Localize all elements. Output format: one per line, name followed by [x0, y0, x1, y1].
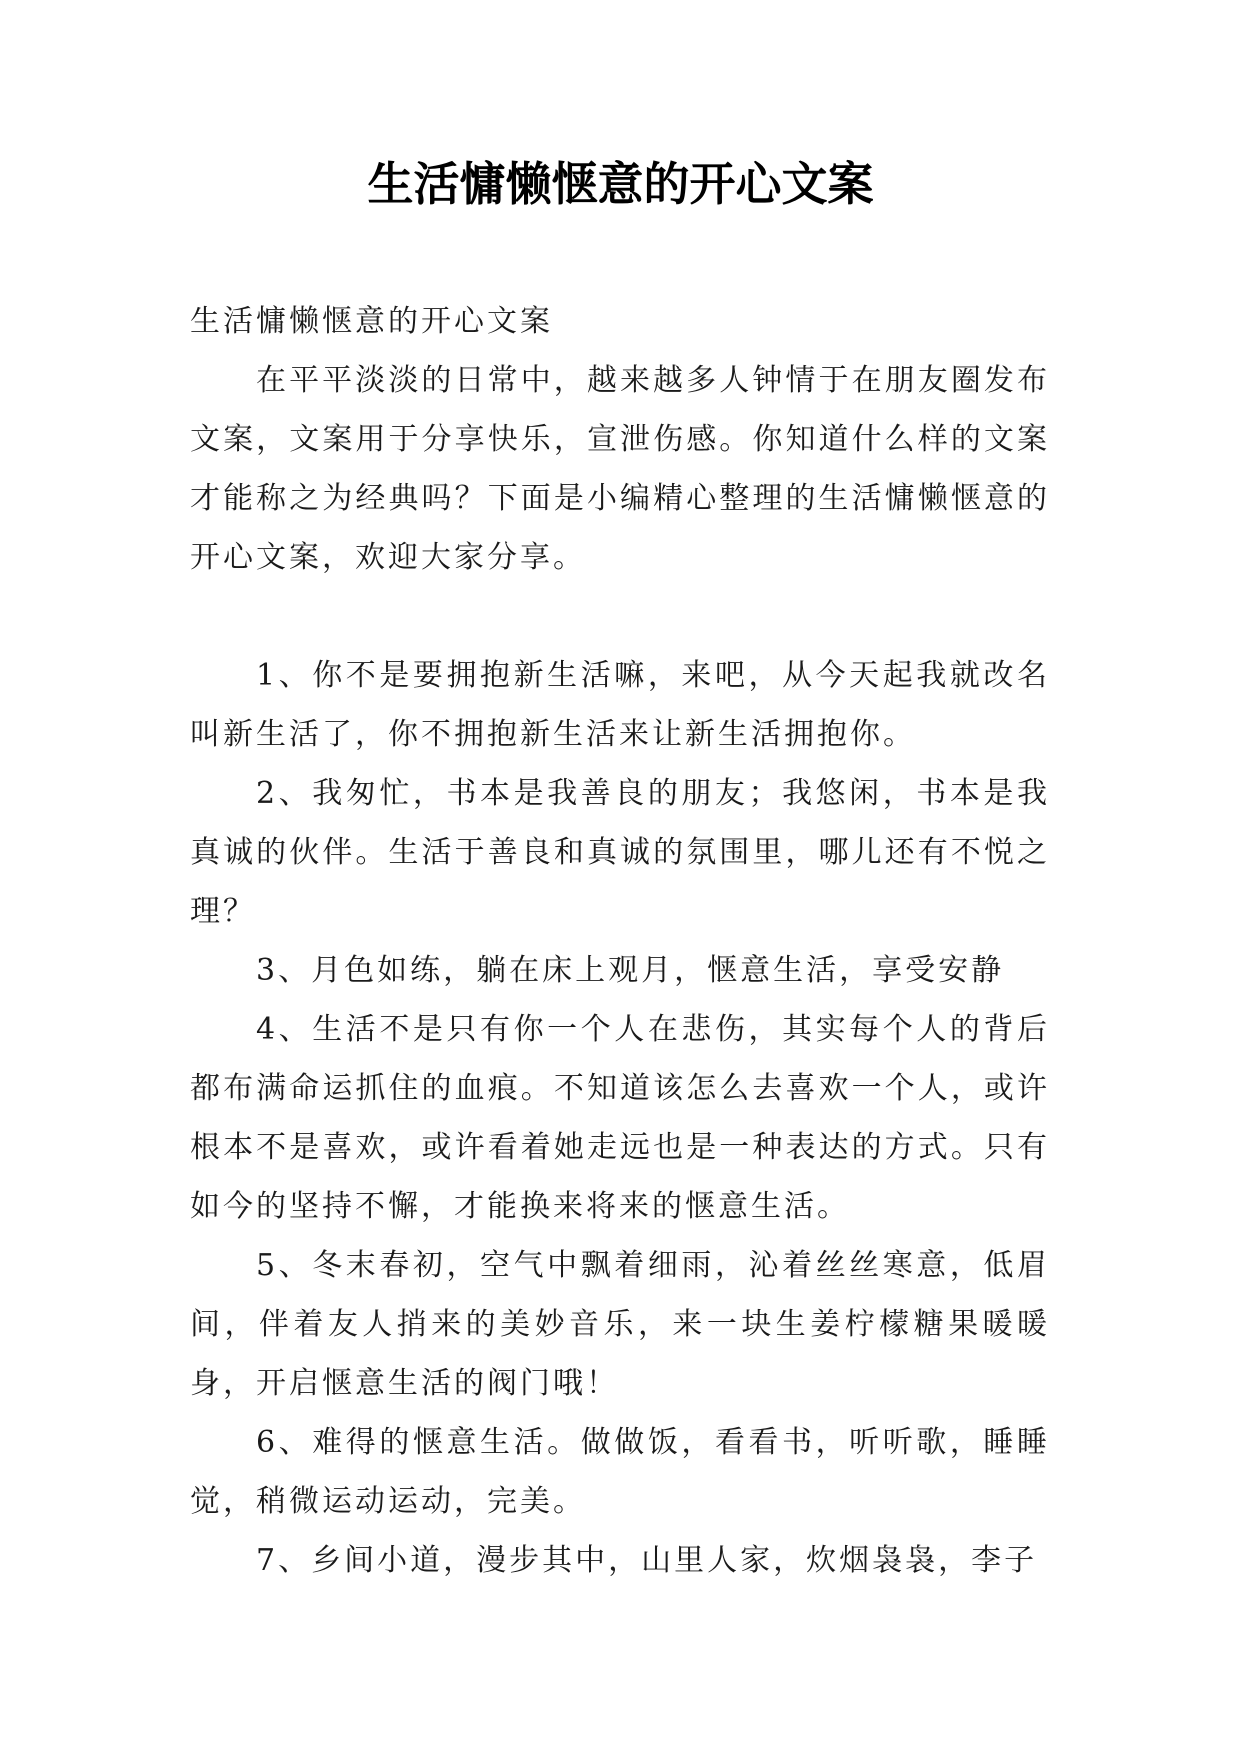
list-item: 7、乡间小道，漫步其中，山里人家，炊烟袅袅，李子 [256, 1543, 1038, 1578]
list-item: 1、你不是要拥抱新生活嘛，来吧，从今天起我就改名叫新生活了，你不拥抱新生活来让新生活拥抱你。 [190, 658, 1050, 752]
list-item: 5、冬末春初，空气中飘着细雨，沁着丝丝寒意，低眉间，伴着友人捎来的美妙音乐，来一块生姜柠檬糖果暖暖身，开启惬意生活的阀门哦！ [190, 1248, 1050, 1401]
intro-paragraph: 在平平淡淡的日常中，越来越多人钟情于在朋友圈发布文案，文案用于分享快乐，宣泄伤感。你知道什么样的文案才能称之为经典吗？下面是小编精心整理的生活慵懒惬意的开心文案，欢迎大家分享。 [190, 363, 1050, 575]
list-item: 6、难得的惬意生活。做做饭，看看书，听听歌，睡睡觉，稍微运动运动，完美。 [190, 1425, 1050, 1519]
list-item: 4、生活不是只有你一个人在悲伤，其实每个人的背后都布满命运抓住的血痕。不知道该怎么去喜欢一个人，或许根本不是喜欢，或许看着她走远也是一种表达的方式。只有如今的坚持不懈，才能换来将来的惬意生活。 [190, 1012, 1050, 1224]
document-subtitle: 生活慵懒惬意的开心文案 [190, 304, 553, 339]
list-item: 3、月色如练，躺在床上观月，惬意生活，享受安静 [256, 953, 1005, 988]
list-item: 2、我匆忙，书本是我善良的朋友；我悠闲，书本是我真诚的伙伴。生活于善良和真诚的氛围里，哪儿还有不悦之理？ [190, 776, 1050, 929]
paragraph-spacer [190, 587, 1050, 646]
document-body [190, 292, 1050, 1590]
document-title: 生活慵懒惬意的开心文案 [367, 157, 874, 211]
